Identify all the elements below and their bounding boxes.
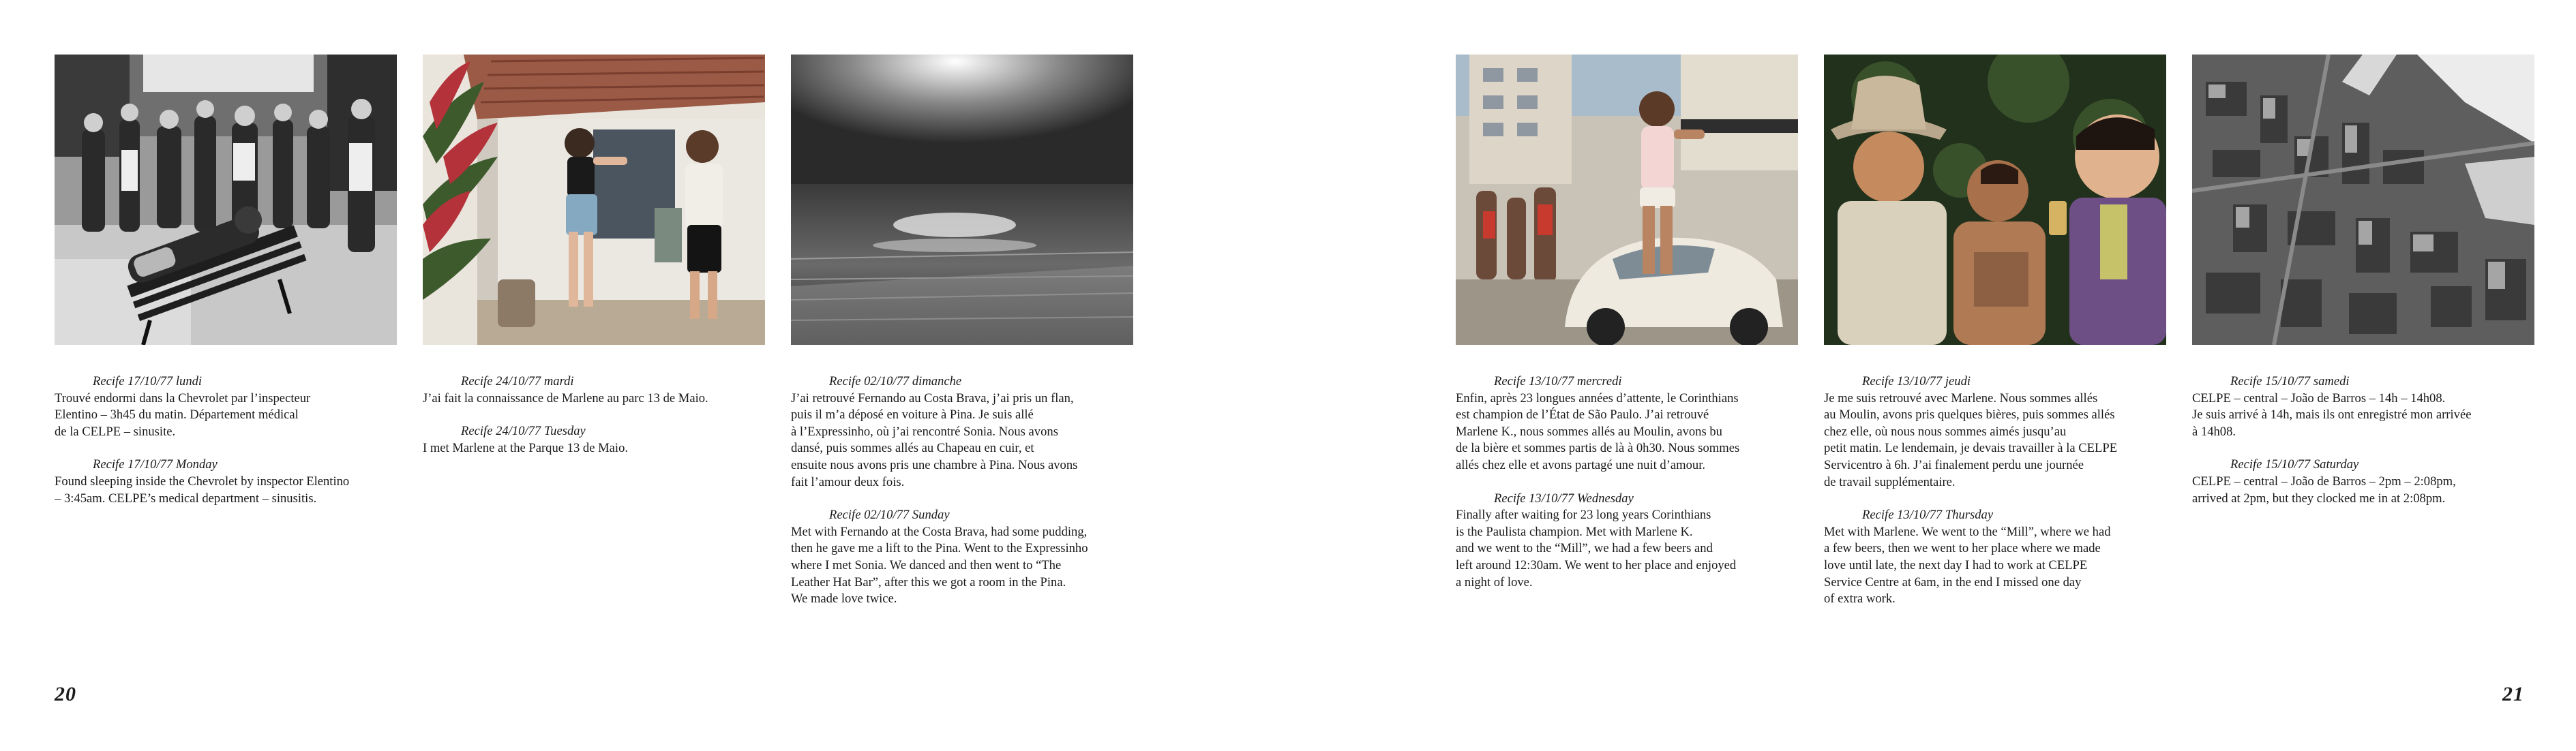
- page-number-left: 20: [55, 683, 76, 705]
- entry-heading-en: Recife 13/10/77 Wednesday: [1494, 491, 1634, 506]
- entry-heading-en: Recife 15/10/77 Saturday: [2230, 457, 2359, 472]
- entry-heading-en: Recife 02/10/77 Sunday: [829, 508, 950, 523]
- entry-text-en: Finally after waiting for 23 long years Corinthians is the Paulista champion. Met with Marlene K. and we went to the “Mill”, we had a few beers and left around 12:30am. We went to her place and enjoyed a night of love.: [1456, 508, 1737, 589]
- entry-heading-en: Recife 13/10/77 Thursday: [1862, 508, 1994, 523]
- diary-entry-1: [55, 373, 399, 507]
- diary-entry-4: [1456, 373, 1800, 591]
- entry-heading-en: Recife 17/10/77 Monday: [93, 457, 218, 472]
- entry-heading-fr: Recife 24/10/77 mardi: [461, 374, 574, 388]
- entry-text-fr: Enfin, après 23 longues années d’attente, le Corinthians est champion de l’État de São Paulo. J’ai retrouvé Marlene K., nous sommes allés au Moulin, avons bu de la bière et sommes partis de là à 0h30. Nous sommes allés chez elle et avons partagé une nuit d’amour.: [1456, 390, 1740, 472]
- photo-men-at-night: [1824, 55, 2166, 345]
- entry-text-en: I met Marlene at the Parque 13 de Maio.: [423, 440, 629, 455]
- diary-entry-3: [791, 373, 1135, 608]
- photo-street-beetle: [1456, 55, 1798, 345]
- photo-sea: [791, 55, 1133, 345]
- photo-crowd-sleeping-man: [55, 55, 397, 345]
- entry-text-fr: J’ai retrouvé Fernando au Costa Brava, j’ai pris un flan, puis il m’a déposé en voiture à Pina. Je suis allé à l’Expressinho, où j’ai rencontré Sonia. Nous avons dansé, puis sommes allés au Chapeau en cuir, et ensuite nous avons pris une chambre à Pina. Nous avons fait l’amour deux fois.: [791, 390, 1078, 489]
- entry-text-fr: J’ai fait la connaissance de Marlene au parc 13 de Maio.: [423, 390, 708, 405]
- entry-heading-fr: Recife 13/10/77 mercredi: [1494, 374, 1622, 388]
- entry-text-fr: CELPE – central – João de Barros – 14h – 14h08. Je suis arrivé à 14h, mais ils ont enregistré mon arrivée à 14h08.: [2192, 390, 2472, 439]
- entry-text-fr: Trouvé endormi dans la Chevrolet par l’inspecteur Elentino – 3h45 du matin. Département médical de la CELPE – sinusite.: [55, 390, 311, 439]
- photo-aerial-city: [2192, 55, 2534, 345]
- diary-entry-2: [423, 373, 767, 457]
- entry-heading-fr: Recife 17/10/77 lundi: [93, 374, 203, 388]
- entry-text-en: Met with Fernando at the Costa Brava, had some pudding, then he gave me a lift to the Pina. Went to the Expressinho where I met Sonia. We danced and then went to “The Leather Hat Bar”, after this we got a room in the Pina. We made love twice.: [791, 524, 1088, 607]
- entry-heading-fr: Recife 13/10/77 jeudi: [1862, 374, 1971, 388]
- entry-text-fr: Je me suis retrouvé avec Marlene. Nous sommes allés au Moulin, avons pris quelques bières, puis sommes allés chez elle, où nous nous sommes aimés jusqu’au petit matin. Le lendemain, je devais travailler à la CELPE Servicentro à 6h. J’ai finalement perdu une journée de travail supplémentaire.: [1824, 390, 2118, 489]
- entry-text-en: Found sleeping inside the Chevrolet by inspector Elentino – 3:45am. CELPE’s medical department – sinusitis.: [55, 474, 350, 506]
- page-number-right: 21: [2502, 683, 2524, 705]
- entry-heading-fr: Recife 02/10/77 dimanche: [829, 374, 962, 388]
- photo-porch-marlene: [423, 55, 765, 345]
- entry-text-en: Met with Marlene. We went to the “Mill”, where we had a few beers, then we went to her place where we made love until late, the next day I had to work at CELPE Service Centre at 6am, in the end I missed one day of extra work.: [1824, 524, 2111, 607]
- diary-entry-6: [2192, 373, 2536, 507]
- entry-heading-fr: Recife 15/10/77 samedi: [2230, 374, 2350, 388]
- diary-entry-5: [1824, 373, 2168, 608]
- entry-text-en: CELPE – central – João de Barros – 2pm – 2:08pm, arrived at 2pm, but they clocked me in at 2:08pm.: [2192, 474, 2456, 506]
- entry-heading-en: Recife 24/10/77 Tuesday: [461, 424, 586, 439]
